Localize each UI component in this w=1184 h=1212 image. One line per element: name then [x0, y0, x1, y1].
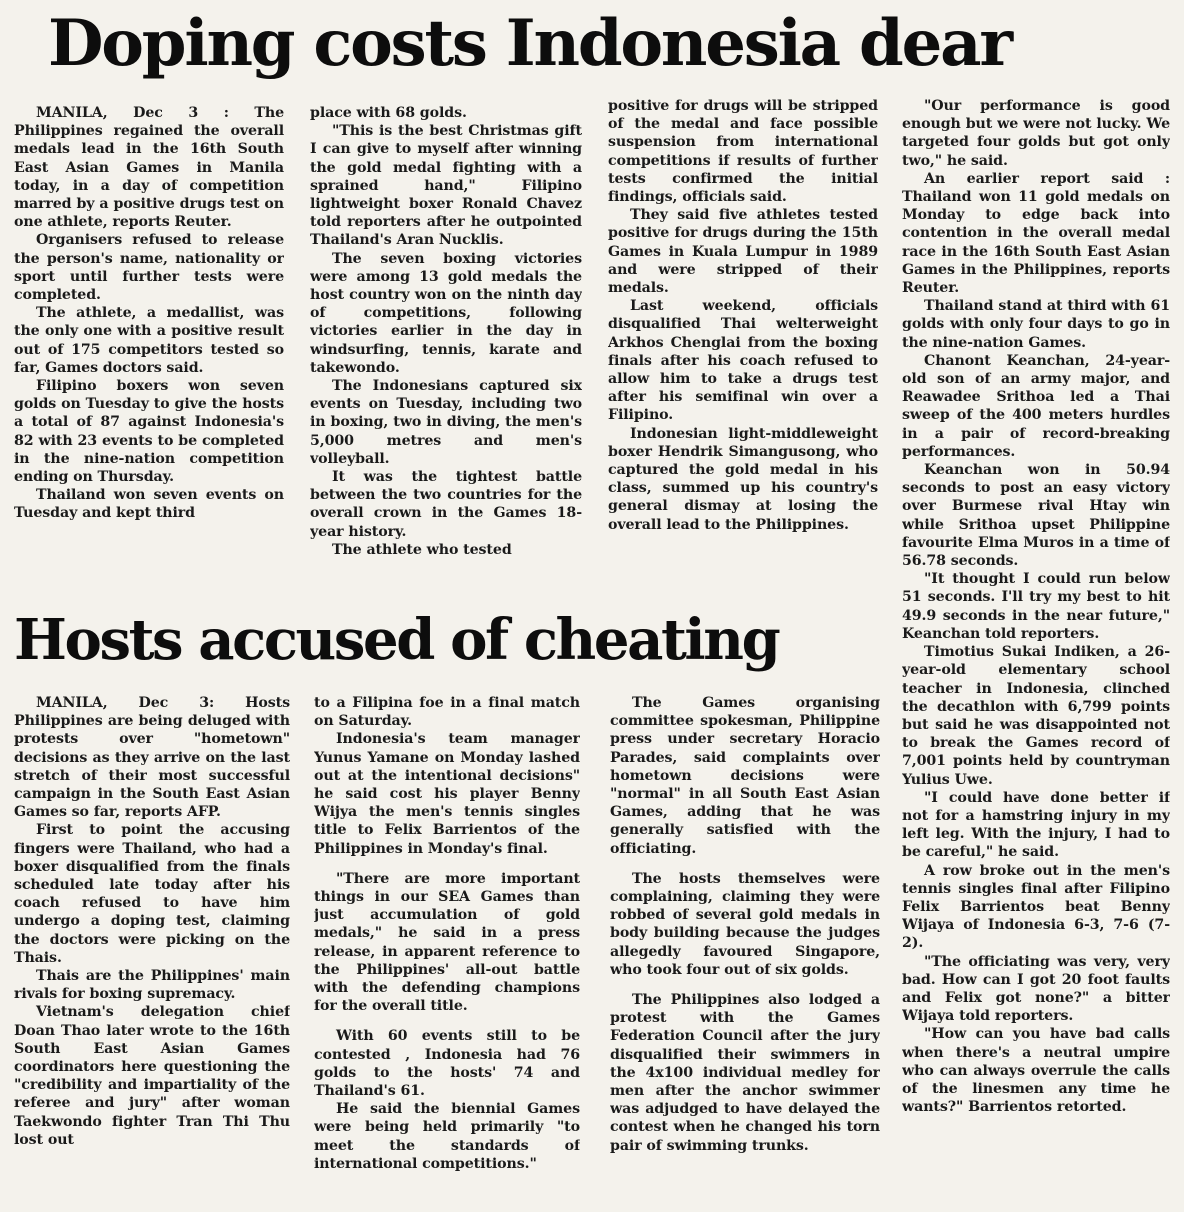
paragraph: He said the biennial Games were being held primarily "to meet the standards of international competitions."	[314, 1101, 580, 1172]
paragraph: The Games organising committee spokesman, Philippine press under secretary Horacio Parades, said complaints over hometown decisions were "normal" in all South East Asian Games, adding that he was generally satisfied with the officiating.	[610, 695, 880, 857]
paragraph: The hosts themselves were complaining, claiming they were robbed of several gold medals in body building because the judges allegedly favoured Singapore, who took four out of six golds.	[610, 870, 880, 978]
paragraph: "It thought I could run below 51 seconds. I'll try my best to hit 49.9 seconds in the near future," Keanchan told reporters.	[902, 571, 1170, 642]
paragraph: "How can you have bad calls when there's a neutral umpire who can always overrule the calls of the linesmen any time he wants?" Barrientos retorted.	[902, 1026, 1170, 1116]
paragraph: The Indonesians captured six events on Tuesday, including two in boxing, two in diving, the men's 5,000 metres and men's volleyball.	[310, 378, 582, 467]
paragraph: to a Filipina foe in a final match on Saturday.	[314, 695, 580, 730]
paragraph: Last weekend, officials disqualified Thai welterweight Arkhos Chenglai from the boxing finals after his coach refused to allow him to take a drugs test after his semifinal win over a Filipino.	[608, 298, 878, 424]
paragraph: With 60 events still to be contested , Indonesia had 76 golds to the hosts' 74 and Thailand's 61.	[314, 1028, 580, 1100]
paragraph: Organisers refused to release the person's name, nationality or sport until further tests were completed.	[14, 232, 284, 304]
headline-doping: Doping costs Indonesia dear	[48, 6, 1011, 81]
paragraph: MANILA, Dec 3: Hosts Philippines are being deluged with protests over "hometown" decisions as they arrive on the last stretch of their most successful campaign in the South East Asian Games so far, reports AFP.	[14, 695, 290, 821]
paragraph: "This is the best Christmas gift I can give to myself after winning the gold medal fighting with a sprained hand," Filipino lightweight boxer Ronald Chavez told reporters after he outpointed Thailand's Aran Nucklis.	[310, 123, 582, 249]
paragraph: They said five athletes tested positive for drugs during the 15th Games in Kuala Lumpur in 1989 and were stripped of their medals.	[608, 207, 878, 297]
paragraph: Thais are the Philippines' main rivals for boxing supremacy.	[14, 968, 290, 1003]
paragraph: "I could have done better if not for a hamstring injury in my left leg. With the injury, I had to be careful," he said.	[902, 789, 1170, 861]
paragraph: "The officiating was very, very bad. How can I got 20 foot faults and Felix got none?" a bitter Wijaya told reporters.	[902, 953, 1170, 1025]
headline-cheating: Hosts accused of cheating	[14, 607, 779, 673]
paragraph: Filipino boxers won seven golds on Tuesday to give the hosts a total of 87 against Indonesia's 82 with 23 events to be completed in the nine-nation competition ending on Thursday.	[14, 378, 284, 486]
paragraph: positive for drugs will be stripped of the medal and face possible suspension from international competitions if results of further tests confirmed the initial findings, officials said.	[608, 98, 878, 206]
paragraph: The seven boxing victories were among 13 gold medals the host country won on the ninth day of competitions, following victories earlier in the day in windsurfing, tennis, karate and takewondo.	[310, 250, 582, 376]
story1-column-1	[14, 104, 284, 590]
paragraph: The athlete, a medallist, was the only one with a positive result out of 175 competitors tested so far, Games doctors said.	[14, 305, 284, 376]
paragraph: Thailand won seven events on Tuesday and kept third	[14, 487, 284, 522]
paragraph: The athlete who tested	[332, 541, 512, 558]
paragraph: An earlier report said : Thailand won 11 gold medals on Monday to edge back into contention in the overall medal race in the 16th South East Asian Games in the Philippines, reports Reuter.	[902, 170, 1170, 297]
paragraph: A row broke out in the men's tennis singles final after Filipino Felix Barrientos beat Benny Wijaya of Indonesia 6-3, 7-6 (7-2).	[902, 862, 1170, 952]
paragraph: Vietnam's delegation chief Doan Thao later wrote to the 16th South East Asian Games coordinators here questioning the "credibility and impartiality of the referee and jury" after woman Taekwondo fighter Tran Thi Thu lost out	[14, 1004, 290, 1148]
paragraph: Timotius Sukai Indiken, a 26-year-old elementary school teacher in Indonesia, clinched the decathlon with 6,799 points but said he was disappointed not to break the Games record of 7,001 points held by countryman Yulius Uwe.	[902, 644, 1170, 788]
paragraph: Keanchan won in 50.94 seconds to post an easy victory over Burmese rival Htay win while Srithoa upset Philippine favourite Elma Muros in a time of 56.78 seconds.	[902, 462, 1170, 570]
paragraph: "Our performance is good enough but we were not lucky. We targeted four golds but got only two," he said.	[902, 98, 1170, 169]
paragraph: MANILA, Dec 3 : The Philippines regained the overall medals lead in the 16th South East Asian Games in Manila today, in a day of competition marred by a positive drugs test on one athlete, reports Reuter.	[14, 105, 284, 231]
paragraph: Thailand stand at third with 61 golds with only four days to go in the nine-nation Games.	[902, 298, 1170, 351]
paragraph: The Philippines also lodged a protest with the Games Federation Council after the jury disqualified their swimmers in the 4x100 individual medley for men after the anchor swimmer was adjudged to have delayed the contest when he changed his torn pair of swimming trunks.	[610, 992, 880, 1154]
paragraph: Indonesian light-middleweight boxer Hendrik Simangusong, who captured the gold medal in his class, summed up his country's general dismay at losing the overall lead to the Philippines.	[608, 425, 878, 533]
paragraph: Indonesia's team manager Yunus Yamane on Monday lashed out at the intentional decisions" he said cost his player Benny Wijya the men's tennis singles title to Felix Barrientos of the Philippines in Monday's final.	[314, 731, 580, 857]
story2-column-2	[314, 694, 580, 1206]
story2-column-3	[610, 694, 880, 1206]
story1-column-4	[902, 97, 1170, 1205]
paragraph: Chanont Keanchan, 24-year-old son of an army major, and Reawadee Srithoa led a Thai sweep of the 400 meters hurdles in a pair of record-breaking performances.	[902, 352, 1170, 460]
paragraph: "There are more important things in our SEA Games than just accumulation of gold medals," he said in a press release, in apparent reference to the Philippines' all-out battle with the defending champions for the overall title.	[314, 870, 580, 1015]
paragraph: First to point the accusing fingers were Thailand, who had a boxer disqualified from the finals scheduled late today after his coach refused to have him undergo a doping test, claiming the doctors were picking on the Thais.	[14, 822, 290, 966]
paragraph: place with 68 golds.	[310, 105, 467, 121]
story2-column-1	[14, 694, 290, 1206]
paragraph: It was the tightest battle between the two countries for the overall crown in the Games 18-year history.	[310, 469, 582, 540]
story1-column-3	[608, 97, 878, 590]
story1-column-2	[310, 104, 582, 590]
